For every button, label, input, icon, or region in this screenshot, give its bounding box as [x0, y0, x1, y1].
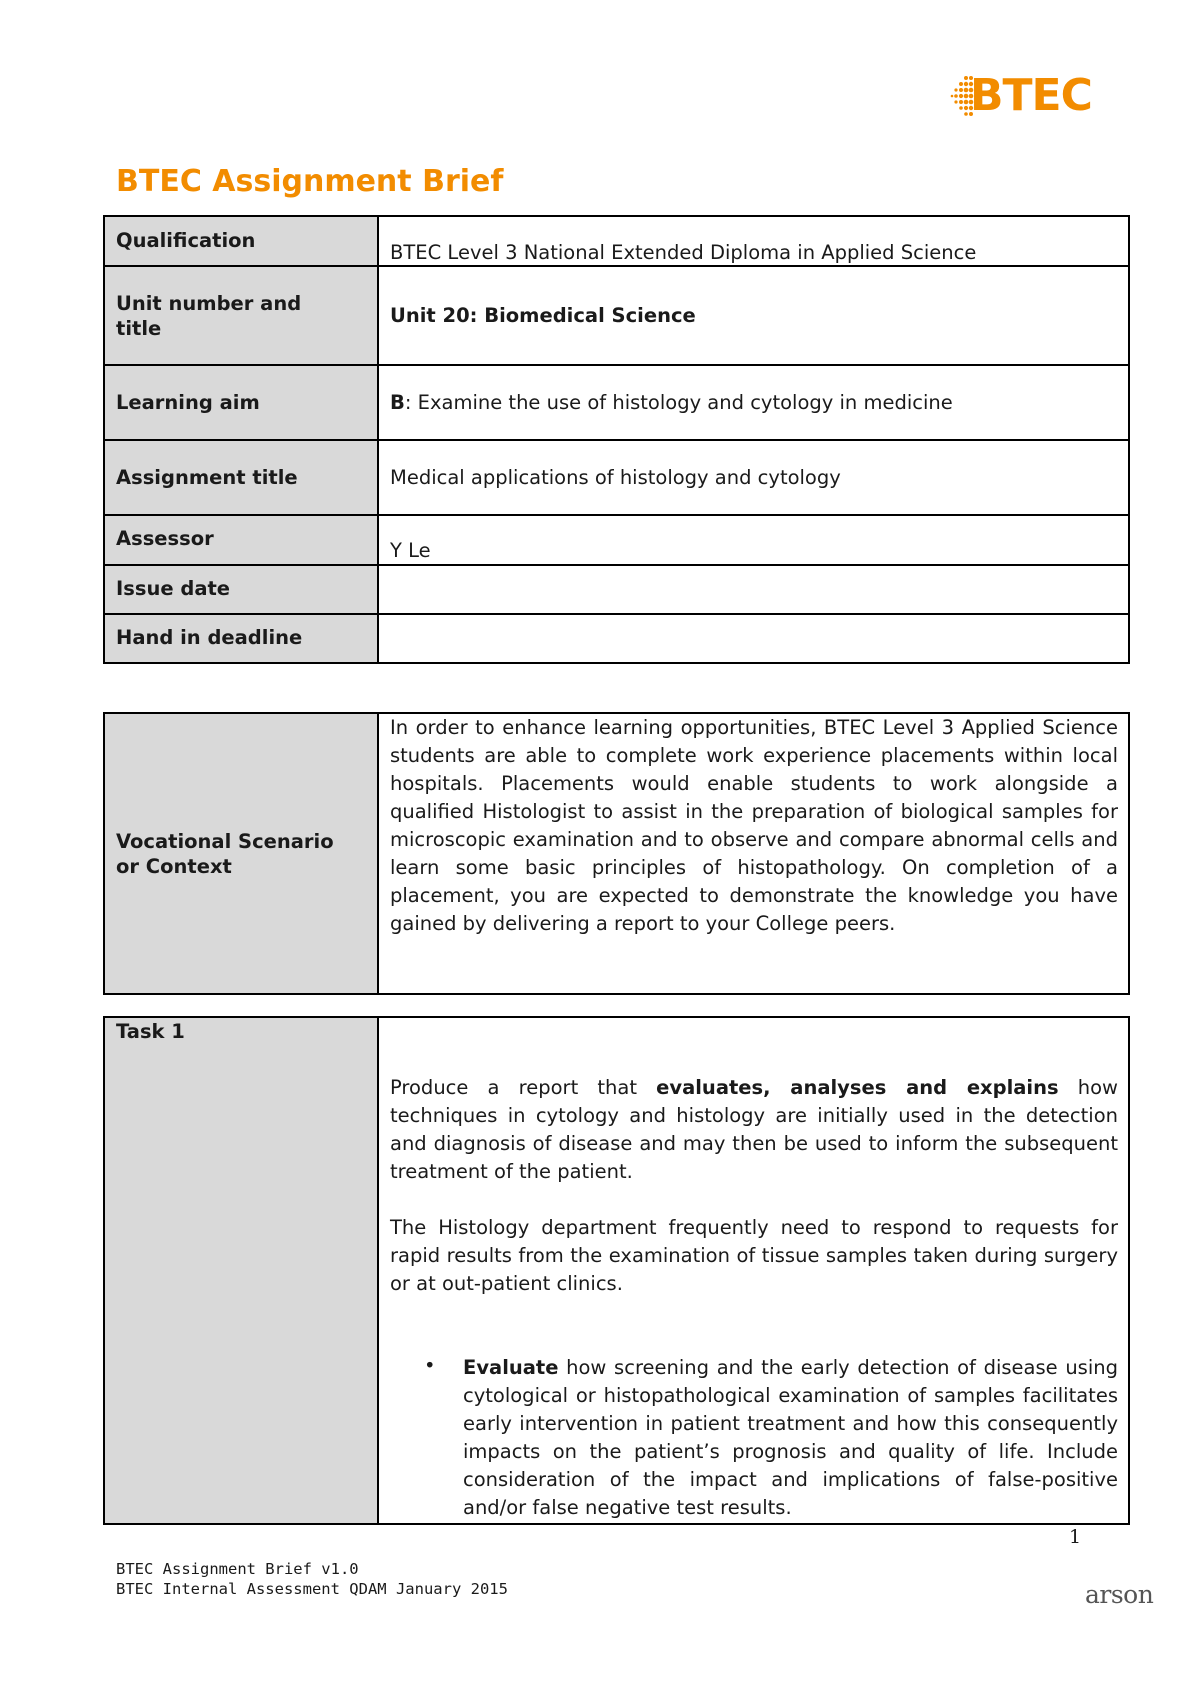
unit-value-text: Unit 20: Biomedical Science: [390, 304, 696, 327]
bullet-icon: •: [424, 1354, 436, 1377]
task-1-label-text: Task 1: [116, 1020, 185, 1043]
unit-value: [378, 266, 1129, 365]
task-1-row: [104, 1017, 1129, 1524]
scenario-value: [378, 713, 1129, 994]
learning-aim-value-text: [390, 366, 1118, 414]
page-title: BTEC Assignment Brief: [116, 164, 504, 199]
deadline-label-text: Hand in deadline: [116, 626, 303, 649]
issue-date-value[interactable]: [378, 565, 1129, 614]
issue-date-value-text: [390, 566, 1118, 577]
qualification-label: [104, 216, 378, 266]
assessor-value-text: Y Le: [390, 539, 431, 562]
task-1-bullet-item: [390, 1354, 1118, 1522]
assignment-title-value: [378, 440, 1129, 515]
deadline-value[interactable]: [378, 614, 1129, 663]
logo-text: BTEC: [970, 70, 1092, 121]
task-1-label: [104, 1017, 378, 1524]
pearson-logo: arson: [1085, 1580, 1154, 1609]
unit-label-text: Unit number and title: [116, 292, 302, 340]
issue-date-label: [104, 565, 378, 614]
qualification-value: [378, 216, 1129, 266]
issue-date-label-text: Issue date: [116, 577, 231, 600]
learning-aim-label-text: Learning aim: [116, 391, 260, 414]
assignment-title-value-text: Medical applications of histology and cytology: [390, 466, 841, 489]
assignment-title-label-text: Assignment title: [116, 466, 298, 489]
scenario-label: [104, 713, 378, 994]
btec-logo: [948, 70, 1092, 122]
unit-label: [104, 266, 378, 365]
task-1-paragraph-2: The Histology department frequently need to respond to requests for rapid results from the examination of tissue samples taken during surgery or at out-patient clinics.: [390, 1216, 1118, 1295]
scenario-text: In order to enhance learning opportunities, BTEC Level 3 Applied Science students are able to complete work experience placements within local hospitals. Placements would enable students to work alongside a qualified Histologist to assist in the preparation of biological samples for microscopic examination and to observe and compare abnormal cells and learn some basic principles of histopathology. On completion of a placement, you are expected to demonstrate the knowledge you have gained by delivering a report to your College peers.: [390, 716, 1118, 935]
task-1-bullet-text: [463, 1354, 1118, 1522]
learning-aim-label: [104, 365, 378, 440]
task-1-p1-emphasis: evaluates, analyses and explains: [656, 1076, 1059, 1099]
task-1-bullet-emphasis: Evaluate: [463, 1356, 559, 1379]
qualification-label-text: Qualification: [116, 229, 256, 252]
learning-aim-letter: B: [390, 391, 405, 414]
scenario-table: [103, 712, 1130, 995]
deadline-row: [104, 614, 1129, 663]
qualification-value-text: BTEC Level 3 National Extended Diploma in Applied Science: [390, 241, 977, 264]
unit-row: [104, 266, 1129, 365]
learning-aim-value: [378, 365, 1129, 440]
scenario-label-text: Vocational Scenario or Context: [116, 829, 334, 878]
scenario-row: [104, 713, 1129, 994]
learning-aim-description: : Examine the use of histology and cytology in medicine: [404, 391, 953, 414]
footer-line-1: BTEC Assignment Brief v1.0: [116, 1560, 359, 1578]
task-1-content: [378, 1017, 1129, 1524]
assessor-row: [104, 515, 1129, 565]
deadline-label: [104, 614, 378, 663]
issue-date-row: [104, 565, 1129, 614]
task-table: [103, 1016, 1130, 1525]
task-1-bullet-body: how screening and the early detection of disease using cytological or histopathological examination of samples facilitates early intervention in patient treatment and how this consequently impacts on the patient’s prognosis and quality of life. Include consideration of the impact and implications of false-positive and/or false negative test results.: [463, 1356, 1118, 1519]
task-1-paragraph-1: [390, 1074, 1118, 1186]
assessor-value: [378, 515, 1129, 565]
qualification-row: [104, 216, 1129, 266]
assessor-label-text: Assessor: [116, 527, 214, 550]
assignment-title-row: [104, 440, 1129, 515]
task-1-p1-start: Produce a report that: [390, 1076, 657, 1099]
details-table: [103, 215, 1130, 664]
learning-aim-row: [104, 365, 1129, 440]
assignment-title-label: [104, 440, 378, 515]
footer-line-2: BTEC Internal Assessment QDAM January 2015: [116, 1580, 508, 1598]
page-number: 1: [1069, 1526, 1082, 1548]
task-1-p1-end: how techniques in cytology and histology are initially used in the detection and diagnosis of disease and may then be used to inform the subsequent treatment of the patient.: [390, 1076, 1119, 1183]
deadline-value-text: [390, 615, 1118, 626]
assessor-label: [104, 515, 378, 565]
